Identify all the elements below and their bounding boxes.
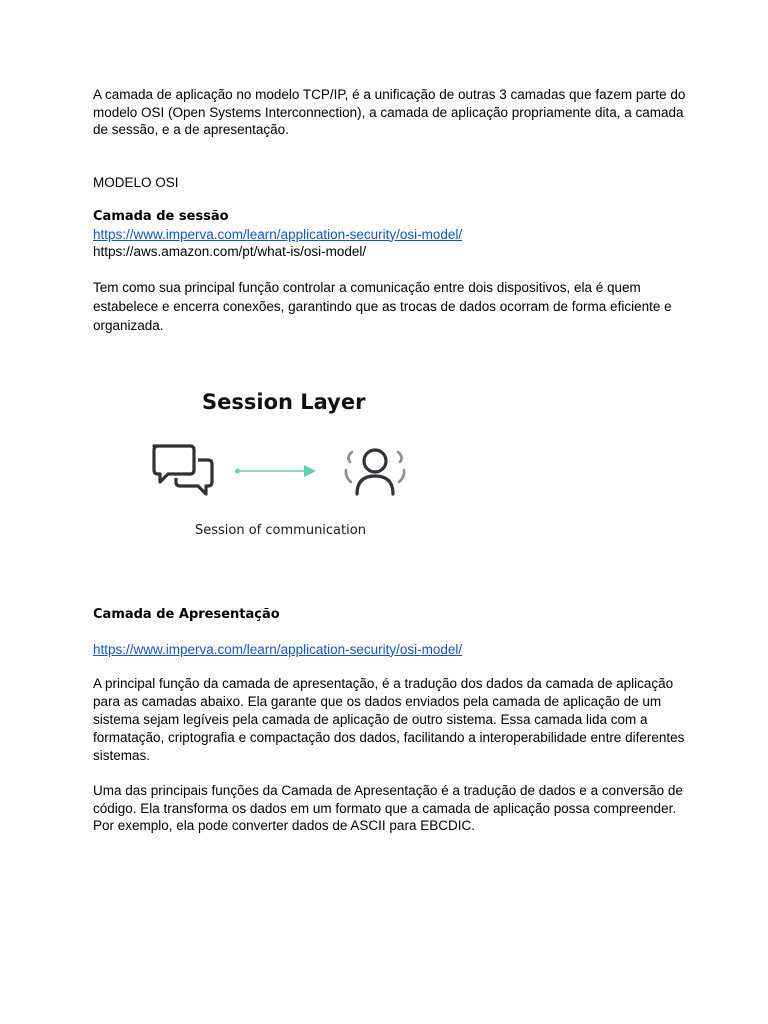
user-icon	[343, 444, 407, 500]
session-heading: Camada de sessão	[93, 209, 229, 224]
arrow-icon	[234, 463, 320, 479]
session-url-aws: https://aws.amazon.com/pt/what-is/osi-model/	[93, 244, 367, 259]
presentation-paragraph-2: Uma das principais funções da Camada de Apresentação é a tradução de dados e a conversão de código. Ela transforma os dados em um formato que a camada de aplicação possa compreender. Por exemplo, ela pode converter dados de ASCII para EBCDIC.	[93, 783, 683, 833]
session-paragraph: Tem como sua principal função controlar a comunicação entre dois dispositivos, ela é quem estabelece e encerra conexões, garantindo que as trocas de dados ocorram de forma eficiente e organizada.	[93, 279, 672, 333]
session-layer-figure	[140, 380, 430, 550]
presentation-paragraph-1: A principal função da camada de apresentação, é a tradução dos dados da camada de aplicação para as camadas abaixo. Ela garante que os dados enviados pela camada de aplicação de um sistema sejam legíveis pela camada de aplicação de outro sistema. Essa camada lida com a formatação, criptografia e compactação dos dados, facilitando a interoperabilidade entre diferentes sistemas.	[93, 676, 685, 763]
chat-bubbles-icon	[150, 442, 216, 500]
presentation-heading: Camada de Apresentação	[93, 607, 280, 622]
session-link-imperva[interactable]: https://www.imperva.com/learn/application-security/osi-model/	[93, 226, 463, 242]
osi-heading: MODELO OSI	[93, 174, 179, 190]
document-body	[93, 86, 693, 335]
figure-caption: Session of communication	[195, 523, 366, 538]
presentation-link-imperva[interactable]: https://www.imperva.com/learn/application-security/osi-model/	[93, 641, 463, 657]
figure-title: Session Layer	[202, 390, 366, 414]
intro-paragraph: A camada de aplicação no modelo TCP/IP, é a unificação de outras 3 camadas que fazem parte do modelo OSI (Open Systems Interconnection), a camada de aplicação propriamente dita, a camada de sessão, e a de apresentação.	[93, 87, 686, 137]
presentation-section	[93, 606, 693, 835]
